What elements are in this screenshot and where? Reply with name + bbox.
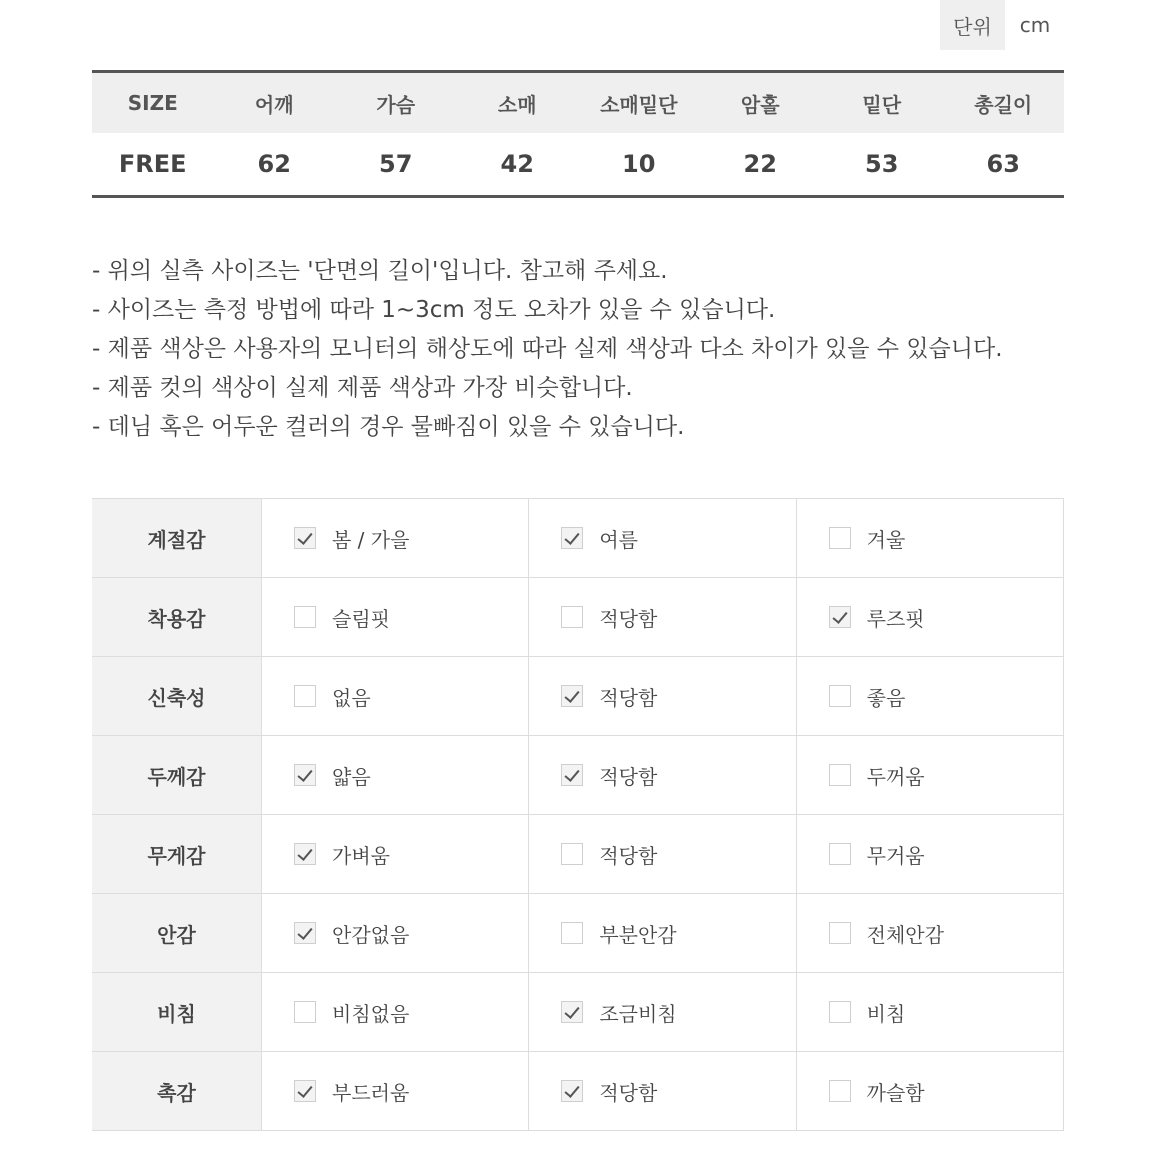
feel-option-label: 적당함 xyxy=(599,764,658,789)
cell-shoulder: 62 xyxy=(257,150,291,178)
feel-option-label: 얇음 xyxy=(332,764,371,789)
checkbox-checked-icon[interactable] xyxy=(294,1080,316,1102)
feel-option[interactable] xyxy=(261,894,528,972)
feel-option[interactable] xyxy=(796,1052,1064,1130)
checkbox-empty-icon[interactable] xyxy=(829,527,851,549)
unit-label: 단위 xyxy=(940,0,1005,50)
header-size: SIZE xyxy=(127,91,178,115)
feel-option[interactable] xyxy=(528,499,795,577)
feel-option-label: 루즈핏 xyxy=(866,606,925,631)
unit-value: cm xyxy=(1019,13,1051,37)
checkbox-checked-icon[interactable] xyxy=(561,764,583,786)
feel-row xyxy=(92,973,1064,1052)
feel-option-label: 없음 xyxy=(332,685,371,710)
checkbox-checked-icon[interactable] xyxy=(561,685,583,707)
checkbox-checked-icon[interactable] xyxy=(561,1001,583,1023)
feel-row xyxy=(92,499,1064,578)
feel-option[interactable] xyxy=(261,657,528,735)
table-rule xyxy=(92,195,1064,198)
feel-option[interactable] xyxy=(796,499,1064,577)
feel-category-label: 착용감 xyxy=(92,578,261,656)
checkbox-empty-icon[interactable] xyxy=(829,1001,851,1023)
feel-option-label: 적당함 xyxy=(599,685,658,710)
feel-option-label: 안감없음 xyxy=(332,922,410,947)
feel-option-label: 까슬함 xyxy=(866,1080,925,1105)
feel-option[interactable] xyxy=(261,973,528,1051)
checkbox-empty-icon[interactable] xyxy=(294,685,316,707)
size-table-row xyxy=(92,133,1064,195)
feel-category-label: 무게감 xyxy=(92,815,261,893)
note-item: - 제품 컷의 색상이 실제 제품 색상과 가장 비슷합니다. xyxy=(92,375,633,401)
feel-option[interactable] xyxy=(528,578,795,656)
checkbox-empty-icon[interactable] xyxy=(829,1080,851,1102)
header-total-length: 총길이 xyxy=(974,92,1033,117)
feel-option[interactable] xyxy=(528,736,795,814)
feel-category-label: 안감 xyxy=(92,894,261,972)
feel-option-label: 두꺼움 xyxy=(866,764,925,789)
feel-option-label: 조금비침 xyxy=(599,1001,677,1026)
feel-option-label: 좋음 xyxy=(866,685,906,710)
cell-size: FREE xyxy=(118,150,187,178)
feel-row xyxy=(92,657,1064,736)
feel-option-label: 적당함 xyxy=(599,843,658,868)
note-item: - 제품 색상은 사용자의 모니터의 해상도에 따라 실제 색상과 다소 차이가 있을 수 있습니다. xyxy=(92,336,1003,362)
checkbox-empty-icon[interactable] xyxy=(294,1001,316,1023)
cell-sleeve-hem: 10 xyxy=(622,150,656,178)
feel-option-label: 비침없음 xyxy=(332,1001,410,1026)
feel-category-label: 계절감 xyxy=(92,499,261,577)
feel-option-label: 슬림핏 xyxy=(332,606,390,631)
feel-option[interactable] xyxy=(261,736,528,814)
feel-option-label: 비침 xyxy=(866,1001,906,1026)
feel-row xyxy=(92,736,1064,815)
feel-row xyxy=(92,1052,1064,1131)
feel-option[interactable] xyxy=(796,657,1064,735)
checkbox-empty-icon[interactable] xyxy=(561,606,583,628)
feel-option[interactable] xyxy=(261,1052,528,1130)
feel-option[interactable] xyxy=(528,657,795,735)
feel-option-label: 전체안감 xyxy=(866,922,944,947)
feel-option-label: 가벼움 xyxy=(332,843,390,868)
feel-option[interactable] xyxy=(528,973,795,1051)
feel-option[interactable] xyxy=(528,894,795,972)
feel-option[interactable] xyxy=(261,815,528,893)
checkbox-empty-icon[interactable] xyxy=(829,685,851,707)
header-shoulder: 어깨 xyxy=(254,92,294,117)
feel-option[interactable] xyxy=(528,815,795,893)
header-sleeve: 소매 xyxy=(497,92,537,117)
feel-option[interactable] xyxy=(796,736,1064,814)
checkbox-checked-icon[interactable] xyxy=(829,606,851,628)
header-chest: 가슴 xyxy=(376,92,416,117)
feel-row xyxy=(92,578,1064,657)
cell-hem: 53 xyxy=(865,150,899,178)
checkbox-empty-icon[interactable] xyxy=(561,843,583,865)
checkbox-empty-icon[interactable] xyxy=(829,843,851,865)
note-item: - 사이즈는 측정 방법에 따라 1~3cm 정도 오차가 있을 수 있습니다. xyxy=(92,297,776,323)
note-item: - 위의 실측 사이즈는 '단면의 길이'입니다. 참고해 주세요. xyxy=(92,258,668,284)
cell-total-length: 63 xyxy=(986,150,1020,178)
cell-chest: 57 xyxy=(379,150,413,178)
unit-toggle xyxy=(940,0,1065,50)
checkbox-checked-icon[interactable] xyxy=(294,527,316,549)
feel-option[interactable] xyxy=(796,894,1064,972)
size-table-header xyxy=(92,73,1064,133)
header-hem: 밑단 xyxy=(862,92,902,117)
note-item: - 데님 혹은 어두운 컬러의 경우 물빠짐이 있을 수 있습니다. xyxy=(92,414,685,440)
feel-option-label: 부드러움 xyxy=(332,1080,410,1105)
cell-armhole: 22 xyxy=(743,150,777,178)
feel-option[interactable] xyxy=(261,499,528,577)
feel-category-label: 신축성 xyxy=(92,657,261,735)
feel-option[interactable] xyxy=(261,578,528,656)
feel-category-label: 두께감 xyxy=(92,736,261,814)
notes-list xyxy=(92,252,1092,447)
checkbox-checked-icon[interactable] xyxy=(294,764,316,786)
checkbox-checked-icon[interactable] xyxy=(561,1080,583,1102)
feel-row xyxy=(92,815,1064,894)
size-table xyxy=(92,70,1064,198)
feel-option-label: 무거움 xyxy=(866,843,925,868)
checkbox-checked-icon[interactable] xyxy=(294,922,316,944)
feel-category-label: 비침 xyxy=(92,973,261,1051)
feel-category-label: 촉감 xyxy=(92,1052,261,1130)
checkbox-empty-icon[interactable] xyxy=(294,606,316,628)
checkbox-checked-icon[interactable] xyxy=(294,843,316,865)
header-armhole: 암홀 xyxy=(740,92,780,117)
feel-option[interactable] xyxy=(528,1052,795,1130)
feel-option-label: 여름 xyxy=(599,527,638,552)
feel-option[interactable] xyxy=(796,973,1064,1051)
cell-sleeve: 42 xyxy=(500,150,534,178)
fabric-feel-table xyxy=(92,498,1064,1131)
feel-option-label: 적당함 xyxy=(599,606,658,631)
feel-option-label: 겨울 xyxy=(866,527,906,552)
feel-option-label: 부분안감 xyxy=(599,922,677,947)
feel-row xyxy=(92,894,1064,973)
feel-option[interactable] xyxy=(796,578,1064,656)
checkbox-checked-icon[interactable] xyxy=(561,527,583,549)
feel-option[interactable] xyxy=(796,815,1064,893)
checkbox-empty-icon[interactable] xyxy=(829,764,851,786)
feel-option-label: 적당함 xyxy=(599,1080,658,1105)
feel-option-label: 봄 / 가을 xyxy=(332,527,410,552)
header-sleeve-hem: 소매밑단 xyxy=(600,92,678,117)
checkbox-empty-icon[interactable] xyxy=(829,922,851,944)
checkbox-empty-icon[interactable] xyxy=(561,922,583,944)
